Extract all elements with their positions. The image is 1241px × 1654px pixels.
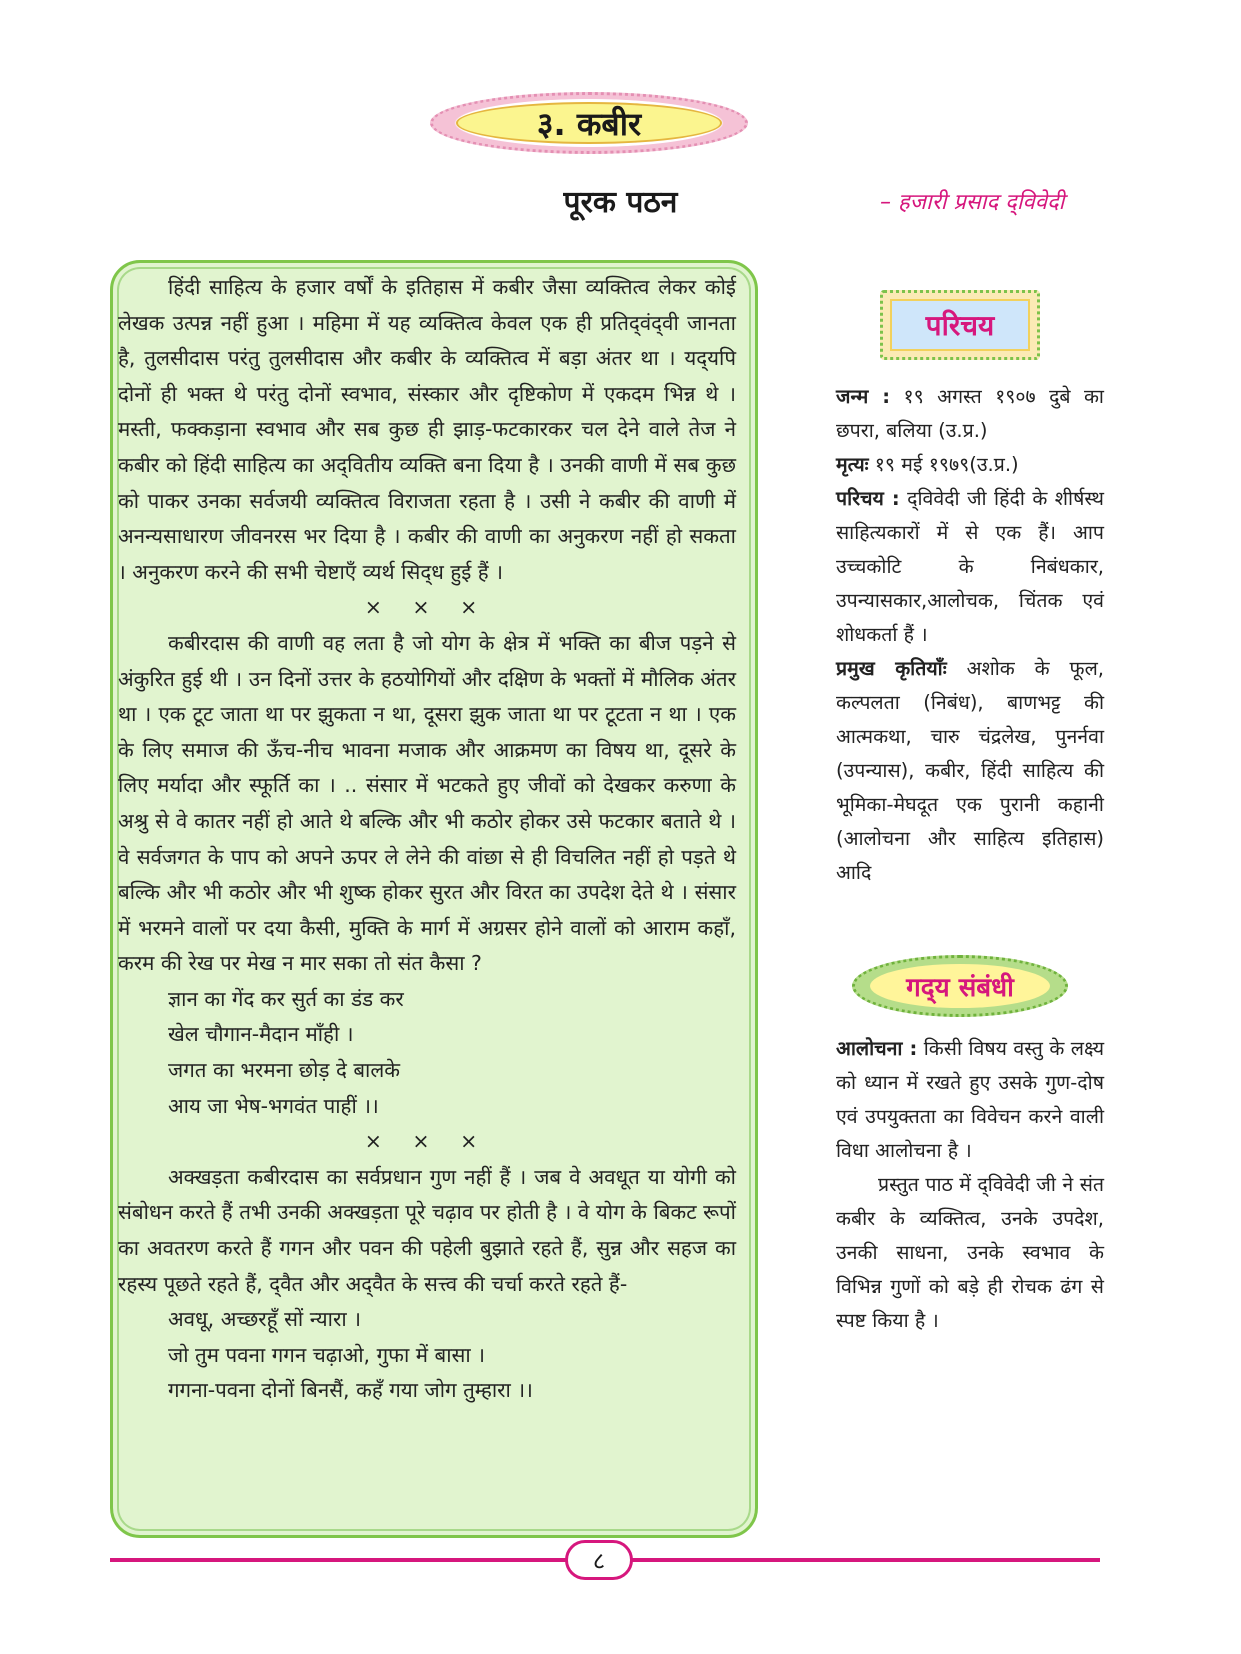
prose-label-inner (870, 964, 1050, 1008)
about-label: परिचय : (836, 487, 900, 510)
about-text: द्‌विवेदी जी हिंदी के शीर्षस्थ साहित्यकारों में से एक हैं। आप उच्चकोटि के निबंधकार, उपन्यासकार,आलोचक, चिंतक एवं शोधकर्ता हैं । (836, 487, 1105, 646)
death-label: मृत्यः (836, 453, 869, 476)
paragraph-1: हिंदी साहित्य के हजार वर्षों के इतिहास में कबीर जैसा व्यक्तित्व लेकर कोई लेखक उत्पन्न नहीं हुआ । महिमा में यह व्यक्तित्व केवल एक ही प्रतिद्‌वंद्‌वी जानता है, तुलसीदास परंतु तुलसीदास और कबीर के व्यक्तित्व में बड़ा अंतर था । यद्‌यपि दोनों ही भक्त थे परंतु दोनों स्वभाव, संस्कार और दृष्टिकोण में एकदम भिन्न थे । मस्ती, फक्कड़ाना स्वभाव और सब कुछ ही झाड़-फटकारकर चल देने वाले तेज ने कबीर को हिंदी साहित्य का अद्‌वितीय व्यक्ति बना दिया है । उनकी वाणी में सब कुछ को पाकर उनका सर्वजयी व्यक्तित्व विराजता रहता है । उसी ने कबीर की वाणी में अनन्यसाधारण जीवनरस भर दिया है । कबीर की वाणी का अनुकरण नहीं हो सकता । अनुकरण करने की सभी चेष्टाएँ व्यर्थ सिद्‌ध हुई हैं । (118, 275, 736, 584)
birth-info (836, 380, 1104, 448)
poem-2-line-3: गगना-पवना दोनों बिनसैं, कहँ गया जोग तुम्हारा ।। (168, 1378, 533, 1403)
works-info (836, 652, 1104, 890)
paragraph-2: कबीरदास की वाणी वह लता है जो योग के क्षेत्र में भक्ति का बीज पड़ने से अंकुरित हुई थी । उन दिनों उत्तर के हठयोगियों और दक्षिण के भक्तों में मौलिक अंतर था । एक टूट जाता था पर झुकता न था, दूसरा झुक जाता था पर टूटता न था । एक के लिए समाज की ऊँच-नीच भावना मजाक और आक्रमण का विषय था, दूसरे के लिए मर्यादा और स्फूर्ति का । .. संसार में भटकते हुए जीवों को देखकर करुणा के अश्रु से वे कातर नहीं हो आते थे बल्कि और भी कठोर होकर उसे फटकार बताते थे । वे सर्वजगत के पाप को अपने ऊपर ले लेने की वांछा से ही विचलित नहीं हो पड़ते थे बल्कि और भी कठोर और भी शुष्क होकर सुरत और विरत का उपदेश देते थे । संसार में भरमने वालों पर दया कैसी, मुक्ति के मार्ग में अग्रसर होने वालों को आराम कहाँ, करम की रेख पर मेख न मार सका तो संत कैसा ? (118, 630, 736, 976)
title-badge-inner (456, 102, 722, 144)
chapter-title: ३. कबीर (536, 104, 642, 143)
intro-label (880, 290, 1040, 360)
prose-info (836, 1032, 1104, 1338)
poem-2-line-1: अवधू, अच्छरहूँ सों न्यारा । (168, 1307, 361, 1332)
intro-label-text: परिचय (925, 309, 995, 342)
criticism-label: आलोचना : (836, 1037, 918, 1060)
birth-text: १९ अगस्त १९०७ दुबे का छपरा, बलिया (उ.प्र.) (836, 385, 1104, 442)
intro-label-inner (890, 299, 1030, 351)
chapter-title-badge (430, 92, 748, 154)
page-number: ८ (565, 1540, 633, 1580)
birth-label: जन्म : (836, 385, 891, 408)
poem-1-line-2: खेल चौगान-मैदान माँही । (168, 1022, 354, 1047)
poem-2-line-2: जो तुम पवना गगन चढ़ाओ, गुफा में बासा । (168, 1342, 486, 1367)
separator-1: × × × (364, 595, 490, 620)
author-intro (836, 380, 1104, 890)
about-info (836, 482, 1104, 652)
lesson-summary: प्रस्तुत पाठ में द्‌विवेदी जी ने संत कबीर के व्यक्तित्व, उनके उपदेश, उनकी साधना, उनके स्वभाव के विभिन्न गुणों को बड़े ही रोचक ढंग से स्पष्ट किया है । (836, 1173, 1104, 1332)
separator-2: × × × (364, 1129, 490, 1154)
main-text (118, 270, 736, 1409)
poem-1-line-1: ज्ञान का गेंद कर सुर्त का डंड कर (168, 986, 404, 1011)
criticism-text: किसी विषय वस्तु के लक्ष्य को ध्यान में रखते हुए उसके गुण-दोष एवं उपयुक्तता का विवेचन करने वाली विधा आलोचना है । (836, 1037, 1104, 1162)
works-label: प्रमुख कृतियाँः (836, 657, 947, 680)
section-heading: पूरक पठन (563, 185, 678, 220)
criticism-definition (836, 1032, 1104, 1168)
poem-1-line-3: जगत का भरमना छोड़ दे बालके (168, 1058, 401, 1083)
author-name: – हजारी प्रसाद द्‌विवेदी (880, 190, 1065, 215)
works-text: अशोक के फूल, कल्पलता (निबंध), बाणभट्ट की आत्मकथा, चारु चंद्रलेख, पुनर्नवा (उपन्यास), कबीर, हिंदी साहित्य की भूमिका-मेघदूत एक पुरानी कहानी (आलोचना और साहित्य इतिहास) आदि (836, 657, 1104, 884)
death-text: १९ मई १९७९(उ.प्र.) (868, 453, 1019, 476)
death-info (836, 448, 1104, 482)
poem-1-line-4: आय जा भेष-भगवंत पाहीं ।। (168, 1093, 379, 1118)
paragraph-3: अक्खड़ता कबीरदास का सर्वप्रधान गुण नहीं हैं । जब वे अवधूत या योगी को संबोधन करते हैं तभी उनकी अक्खड़ता पूरे चढ़ाव पर होती है । वे योग के बिकट रूपों का अवतरण करते हैं गगन और पवन की पहेली बुझाते रहते हैं, सुन्न और सहज का रहस्य पूछते रहते हैं, द्‌वैत और अद्‌वैत के सत्त्व की चर्चा करते रहते हैं- (118, 1164, 736, 1296)
prose-label-text: गद्‌य संबंधी (906, 973, 1014, 1003)
prose-label (852, 955, 1068, 1017)
